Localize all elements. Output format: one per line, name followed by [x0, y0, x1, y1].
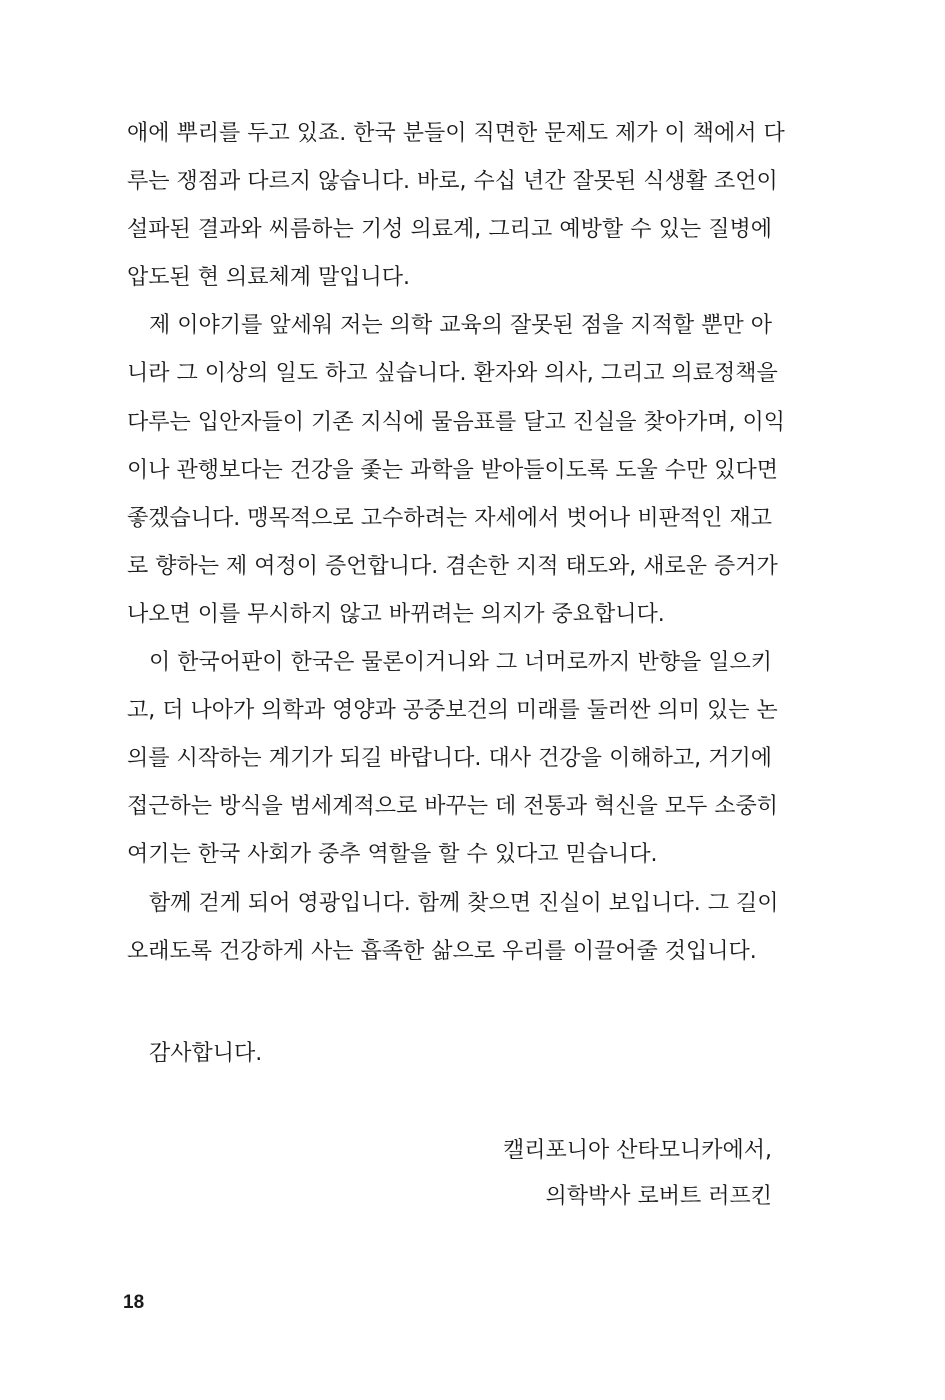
text-line: 고, 더 나아가 의학과 영양과 공중보건의 미래를 둘러싼 의미 있는 논: [127, 698, 778, 724]
text-line: 다루는 입안자들이 기존 지식에 물음표를 달고 진실을 찾아가며, 이익: [127, 409, 785, 435]
text-line: 제 이야기를 앞세워 저는 의학 교육의 잘못된 점을 지적할 뿐만 아: [149, 313, 772, 339]
text-line: 좋겠습니다. 맹목적으로 고수하려는 자세에서 벗어나 비판적인 재고: [127, 505, 772, 531]
text-line: 접근하는 방식을 범세계적으로 바꾸는 데 전통과 혁신을 모두 소중히: [127, 794, 779, 820]
page-number: 18: [123, 1292, 145, 1313]
text-line: 오래도록 건강하게 사는 흡족한 삶으로 우리를 이끌어줄 것입니다.: [127, 938, 757, 964]
text-line: 루는 쟁점과 다르지 않습니다. 바로, 수십 년간 잘못된 식생활 조언이: [127, 169, 778, 195]
text-line: 의를 시작하는 계기가 되길 바랍니다. 대사 건강을 이해하고, 거기에: [127, 746, 772, 772]
closing-text: 감사합니다.: [149, 1041, 263, 1066]
signature-name: 의학박사 로버트 러프킨: [545, 1184, 772, 1209]
text-line: 니라 그 이상의 일도 하고 싶습니다. 환자와 의사, 그리고 의료정책을: [127, 361, 778, 387]
text-line: 로 향하는 제 여정이 증언합니다. 겸손한 지적 태도와, 새로운 증거가: [127, 553, 778, 579]
signature-place: 캘리포니아 산타모니카에서,: [502, 1138, 772, 1163]
body-text: [127, 110, 785, 976]
text-line: 여기는 한국 사회가 중추 역할을 할 수 있다고 믿습니다.: [127, 842, 658, 868]
text-line: 이 한국어판이 한국은 물론이거니와 그 너머로까지 반향을 일으키: [149, 650, 772, 676]
text-line: 설파된 결과와 씨름하는 기성 의료계, 그리고 예방할 수 있는 질병에: [127, 217, 772, 243]
text-line: 나오면 이를 무시하지 않고 바뀌려는 의지가 중요합니다.: [127, 601, 665, 627]
signature-block: [503, 1128, 772, 1220]
text-line: 이나 관행보다는 건강을 좇는 과학을 받아들이도록 도울 수만 있다면: [127, 457, 779, 483]
text-line: 애에 뿌리를 두고 있죠. 한국 분들이 직면한 문제도 제가 이 책에서 다: [127, 121, 785, 146]
text-line: 압도된 현 의료체계 말입니다.: [127, 265, 410, 291]
text-line: 함께 걷게 되어 영광입니다. 함께 찾으면 진실이 보입니다. 그 길이: [149, 890, 779, 916]
